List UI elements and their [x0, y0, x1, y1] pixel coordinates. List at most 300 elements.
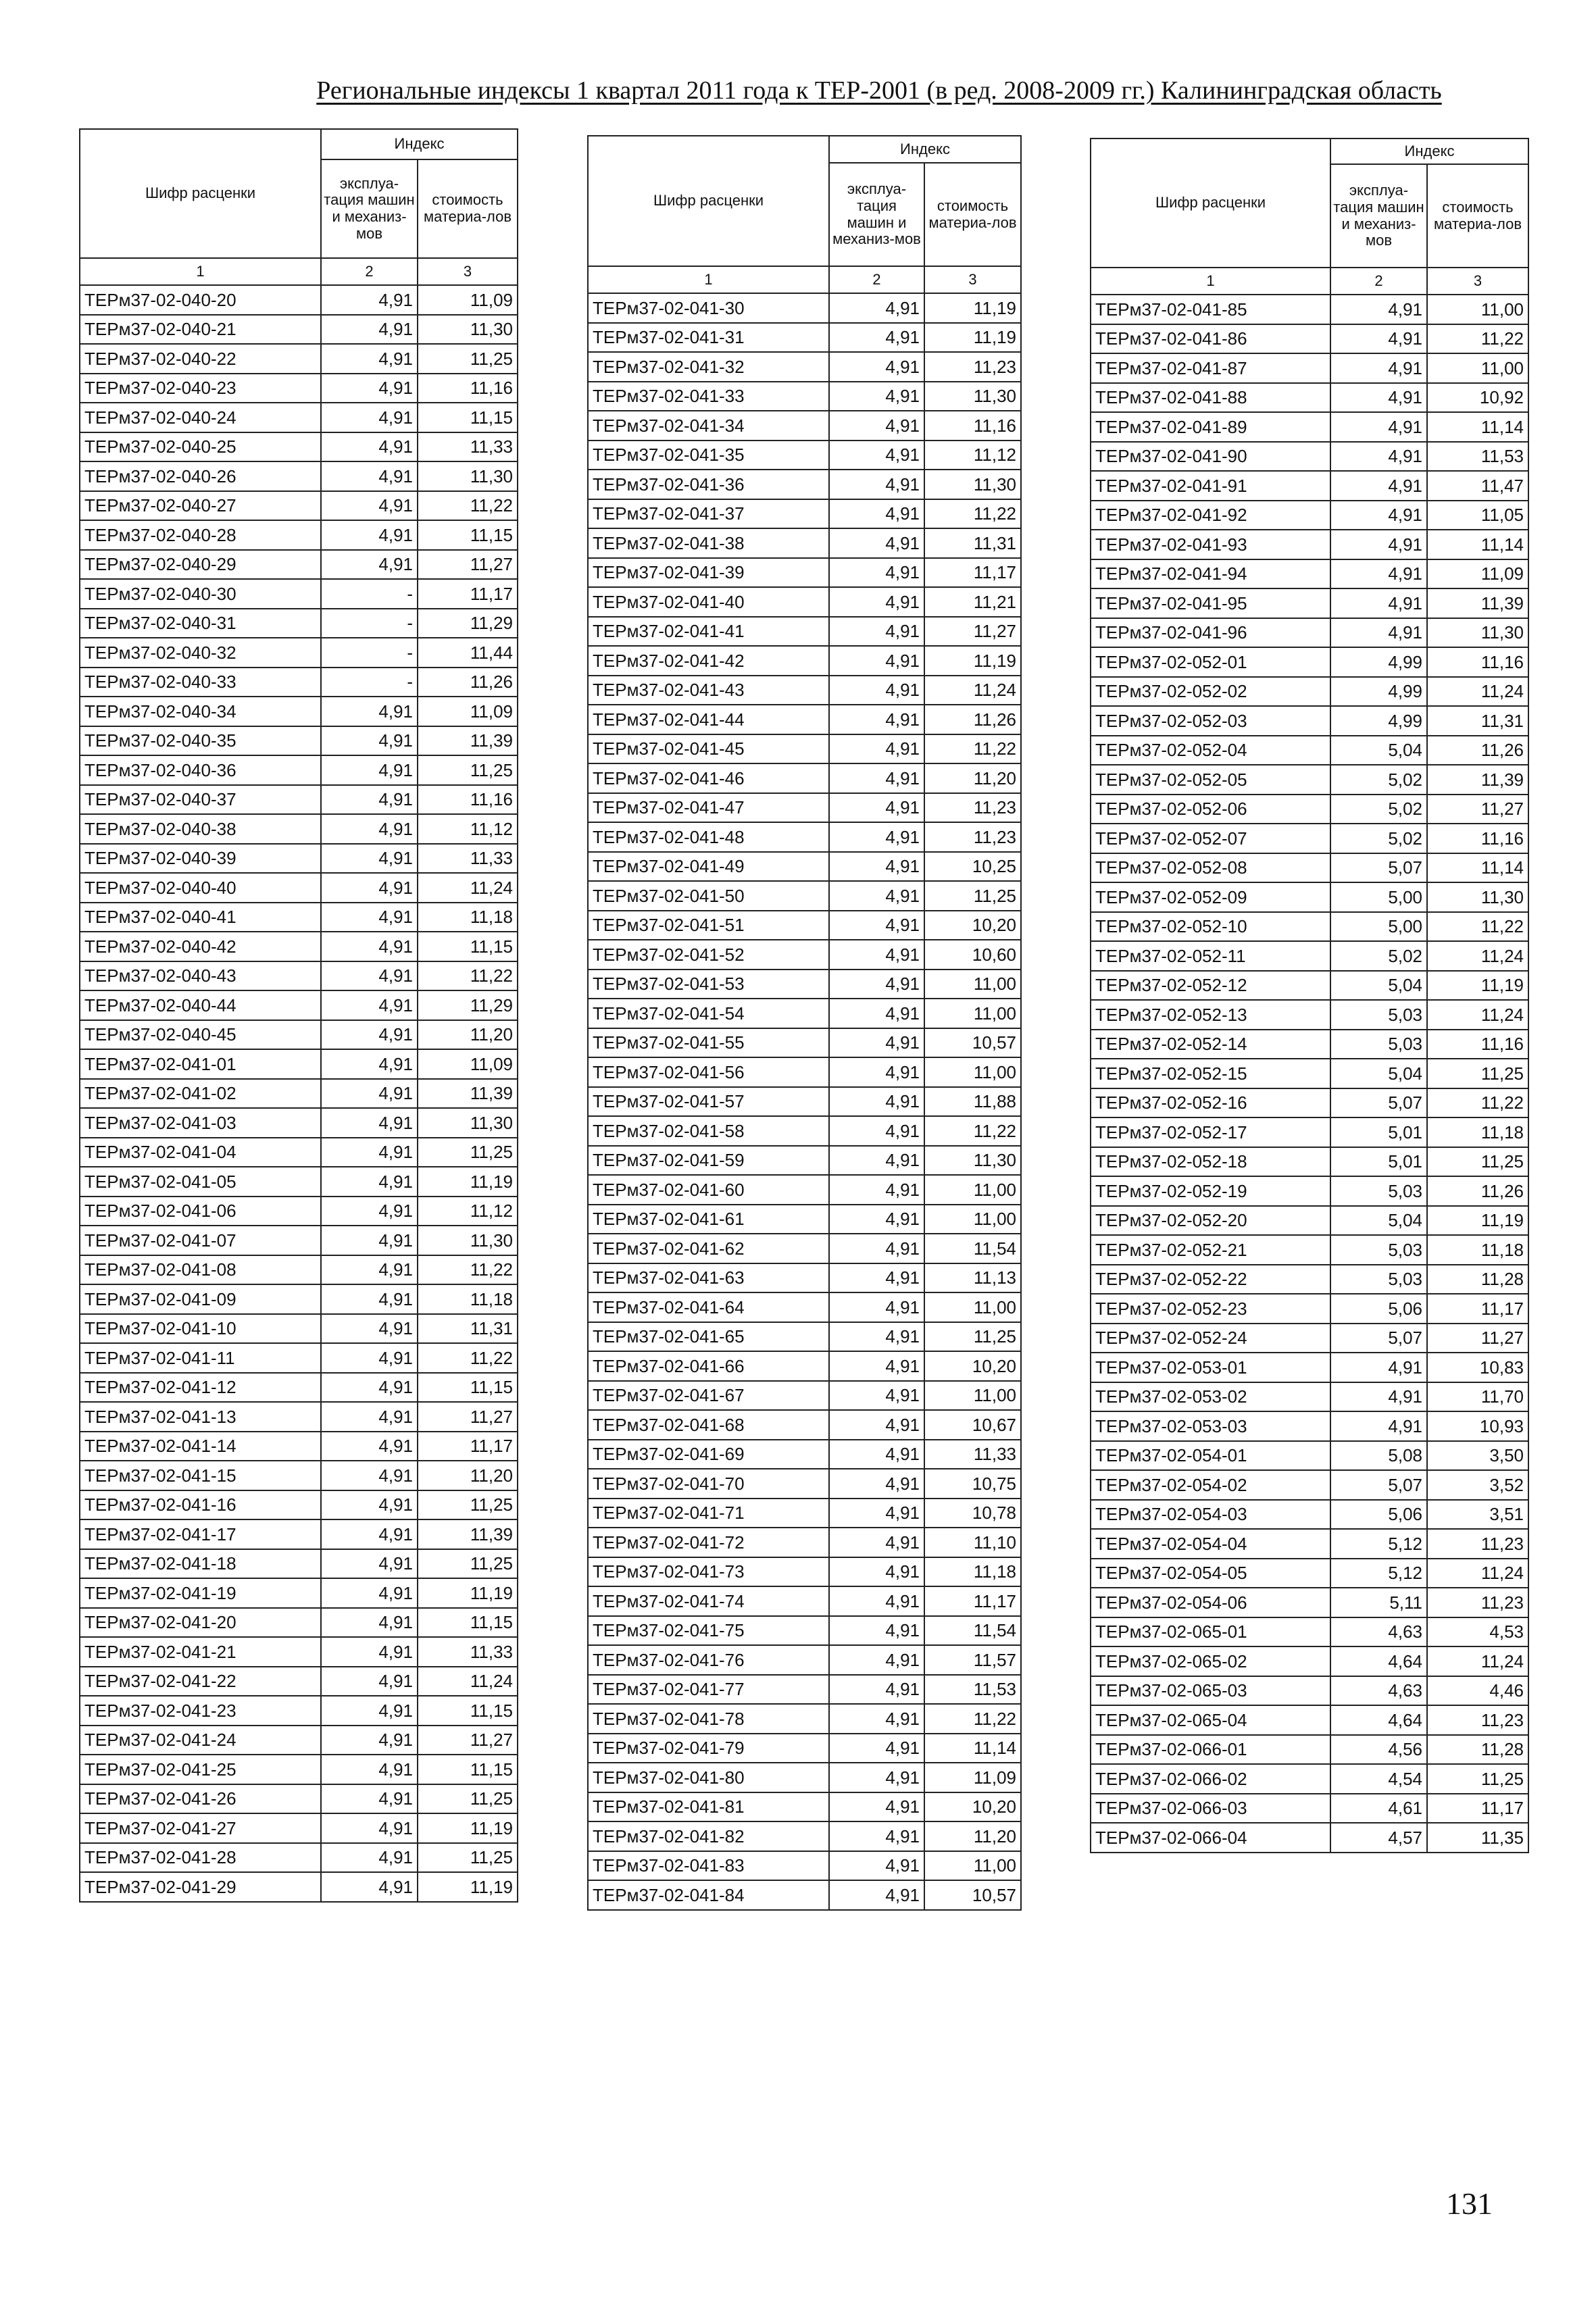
machine-index-cell: 4,91 [829, 1057, 924, 1087]
table-row [1091, 1294, 1528, 1324]
material-index-cell: 11,27 [418, 550, 518, 580]
table-row [1091, 971, 1528, 1001]
rate-code-cell: ТЕРм37-02-052-22 [1091, 1265, 1330, 1294]
material-index-cell: 11,39 [418, 1519, 518, 1549]
machine-index-cell: 4,91 [321, 1343, 418, 1373]
table-row [588, 1351, 1021, 1381]
table-row [80, 1284, 518, 1314]
machine-index-cell: 4,91 [829, 558, 924, 588]
machine-index-cell: 4,91 [829, 911, 924, 940]
table-row [588, 1175, 1021, 1205]
rate-code-cell: ТЕРм37-02-052-08 [1091, 853, 1330, 883]
machine-index-cell: 4,99 [1330, 706, 1427, 736]
machine-index-cell: 4,91 [321, 990, 418, 1020]
table-row [588, 1205, 1021, 1234]
machine-index-cell: 4,91 [829, 793, 924, 823]
rate-code-cell: ТЕРм37-02-052-02 [1091, 677, 1330, 707]
material-index-cell: 11,23 [924, 793, 1021, 823]
machine-index-cell: 4,91 [1330, 501, 1427, 530]
rate-code-cell: ТЕРм37-02-040-24 [80, 403, 321, 432]
material-index-cell: 11,10 [924, 1528, 1021, 1557]
machine-index-cell: 4,91 [829, 617, 924, 647]
table-row [1091, 853, 1528, 883]
machine-index-cell: 4,91 [829, 676, 924, 705]
machine-index-cell: 5,04 [1330, 1206, 1427, 1236]
machine-index-cell: 5,06 [1330, 1500, 1427, 1530]
material-index-cell: 10,25 [924, 852, 1021, 882]
table-row [1091, 941, 1528, 971]
machine-index-cell: 4,91 [321, 1726, 418, 1755]
rate-code-cell: ТЕРм37-02-041-46 [588, 763, 829, 793]
machine-index-cell: 4,91 [321, 1578, 418, 1608]
material-index-cell: 11,09 [1427, 559, 1528, 589]
material-index-cell: 11,22 [418, 1343, 518, 1373]
machine-index-cell: 4,91 [1330, 1382, 1427, 1412]
table-row [1091, 1646, 1528, 1676]
column-number: 3 [1427, 268, 1528, 295]
material-index-cell: 11,18 [418, 1284, 518, 1314]
machine-index-cell: 4,91 [321, 873, 418, 903]
rate-code-cell: ТЕРм37-02-040-35 [80, 726, 321, 756]
column-number: 1 [80, 258, 321, 285]
table-row [80, 1726, 518, 1755]
machine-index-cell: 4,91 [321, 1167, 418, 1197]
material-index-cell: 11,54 [924, 1616, 1021, 1646]
machine-index-cell: 4,91 [829, 1263, 924, 1293]
rate-code-cell: ТЕРм37-02-052-21 [1091, 1235, 1330, 1265]
material-index-cell: 11,25 [924, 881, 1021, 911]
material-index-cell: 11,23 [924, 352, 1021, 382]
machine-index-cell: 4,91 [321, 1813, 418, 1843]
machine-index-cell: 4,91 [829, 999, 924, 1028]
rate-code-cell: ТЕРм37-02-041-86 [1091, 324, 1330, 354]
machine-index-cell: 4,91 [321, 1373, 418, 1403]
material-index-cell: 10,83 [1427, 1353, 1528, 1382]
machine-index-cell: 4,91 [321, 1519, 418, 1549]
machine-index-cell: 4,91 [321, 285, 418, 315]
material-index-cell: 11,25 [924, 1322, 1021, 1352]
rate-code-cell: ТЕРм37-02-066-03 [1091, 1794, 1330, 1823]
table-row [1091, 588, 1528, 618]
machine-index-cell: 4,91 [321, 755, 418, 785]
rate-code-cell: ТЕРм37-02-066-04 [1091, 1823, 1330, 1853]
material-index-cell: 11,33 [418, 432, 518, 462]
machine-index-cell: 4,91 [321, 1284, 418, 1314]
rate-code-cell: ТЕРм37-02-052-16 [1091, 1088, 1330, 1118]
machine-index-cell: 4,91 [321, 1402, 418, 1432]
material-index-cell: 3,50 [1427, 1441, 1528, 1471]
machine-index-cell: 5,03 [1330, 1235, 1427, 1265]
material-index-cell: 3,51 [1427, 1500, 1528, 1530]
material-index-cell: 11,19 [418, 1167, 518, 1197]
table-row [1091, 795, 1528, 824]
material-index-cell: 10,57 [924, 1880, 1021, 1910]
machine-index-cell: 4,91 [321, 520, 418, 550]
table-row [588, 763, 1021, 793]
machine-index-cell: 4,91 [829, 323, 924, 353]
rate-code-cell: ТЕРм37-02-041-85 [1091, 295, 1330, 324]
table-row [588, 970, 1021, 999]
table-row [588, 1704, 1021, 1734]
table-row [1091, 824, 1528, 853]
rate-code-cell: ТЕРм37-02-040-42 [80, 932, 321, 961]
material-index-cell: 11,31 [1427, 706, 1528, 736]
material-index-cell: 11,25 [418, 755, 518, 785]
rate-code-cell: ТЕРм37-02-040-28 [80, 520, 321, 550]
material-index-cell: 11,26 [924, 705, 1021, 734]
rate-code-cell: ТЕРм37-02-041-37 [588, 499, 829, 529]
material-index-cell: 11,16 [1427, 824, 1528, 853]
header-index: Индекс [829, 136, 1021, 163]
material-index-cell: 11,13 [924, 1263, 1021, 1293]
rate-code-cell: ТЕРм37-02-041-04 [80, 1138, 321, 1167]
machine-index-cell: 4,64 [1330, 1646, 1427, 1676]
material-index-cell: 11,44 [418, 638, 518, 668]
material-index-cell: 11,33 [418, 844, 518, 874]
material-index-cell: 11,30 [924, 1146, 1021, 1176]
rate-code-cell: ТЕРм37-02-041-70 [588, 1469, 829, 1499]
machine-index-cell: 4,91 [829, 1234, 924, 1263]
table-row [588, 617, 1021, 647]
table-row [1091, 912, 1528, 942]
table-row [80, 1020, 518, 1050]
material-index-cell: 11,00 [924, 1292, 1021, 1322]
machine-index-cell: 4,91 [829, 734, 924, 764]
rate-code-cell: ТЕРм37-02-041-02 [80, 1079, 321, 1109]
rate-code-cell: ТЕРм37-02-052-07 [1091, 824, 1330, 853]
table-row [588, 352, 1021, 382]
rate-code-cell: ТЕРм37-02-040-21 [80, 315, 321, 345]
machine-index-cell: - [321, 668, 418, 697]
rate-code-cell: ТЕРм37-02-041-03 [80, 1108, 321, 1138]
table-row [588, 499, 1021, 529]
rate-code-cell: ТЕРм37-02-052-23 [1091, 1294, 1330, 1324]
machine-index-cell: 5,04 [1330, 1059, 1427, 1088]
machine-index-cell: 5,07 [1330, 853, 1427, 883]
rate-code-cell: ТЕРм37-02-040-45 [80, 1020, 321, 1050]
material-index-cell: 11,16 [418, 374, 518, 403]
machine-index-cell: - [321, 638, 418, 668]
header-materials: стоимость материа-лов [1427, 164, 1528, 268]
machine-index-cell: 4,91 [1330, 324, 1427, 354]
table-row [1091, 1117, 1528, 1147]
table-row [588, 558, 1021, 588]
machine-index-cell: 4,91 [321, 814, 418, 844]
rate-code-cell: ТЕРм37-02-040-20 [80, 285, 321, 315]
material-index-cell: 11,23 [1427, 1588, 1528, 1617]
rate-code-cell: ТЕРм37-02-052-04 [1091, 736, 1330, 765]
table-row [588, 646, 1021, 676]
material-index-cell: 11,24 [1427, 677, 1528, 707]
table-row [80, 285, 518, 315]
material-index-cell: 11,25 [418, 1490, 518, 1520]
table-row [1091, 736, 1528, 765]
material-index-cell: 11,16 [1427, 647, 1528, 677]
rate-code-cell: ТЕРм37-02-052-20 [1091, 1206, 1330, 1236]
rate-code-cell: ТЕРм37-02-041-12 [80, 1373, 321, 1403]
machine-index-cell: 4,91 [1330, 1411, 1427, 1441]
table-row [80, 520, 518, 550]
rate-code-cell: ТЕРм37-02-041-31 [588, 323, 829, 353]
material-index-cell: 11,19 [418, 1872, 518, 1902]
rate-code-cell: ТЕРм37-02-041-14 [80, 1432, 321, 1461]
rate-code-cell: ТЕРм37-02-041-41 [588, 617, 829, 647]
machine-index-cell: 4,91 [321, 1020, 418, 1050]
table-row [1091, 1265, 1528, 1294]
machine-index-cell: 4,91 [321, 1079, 418, 1109]
table-row [80, 491, 518, 521]
table-row [588, 1469, 1021, 1499]
machine-index-cell: 4,91 [829, 1821, 924, 1851]
machine-index-cell: 4,91 [829, 1763, 924, 1792]
material-index-cell: 10,20 [924, 911, 1021, 940]
machine-index-cell: 4,54 [1330, 1764, 1427, 1794]
table-row [1091, 882, 1528, 912]
machine-index-cell: 4,91 [829, 382, 924, 411]
material-index-cell: 4,46 [1427, 1676, 1528, 1706]
machine-index-cell: 5,07 [1330, 1470, 1427, 1500]
table-row [588, 676, 1021, 705]
table-row [80, 1255, 518, 1285]
material-index-cell: 11,35 [1427, 1823, 1528, 1853]
table-row [588, 1675, 1021, 1705]
machine-index-cell: 4,91 [321, 344, 418, 374]
table-row [80, 579, 518, 609]
rate-code-cell: ТЕРм37-02-052-05 [1091, 765, 1330, 795]
rate-code-cell: ТЕРм37-02-041-42 [588, 646, 829, 676]
rate-code-cell: ТЕРм37-02-040-30 [80, 579, 321, 609]
machine-index-cell: 4,91 [829, 1322, 924, 1352]
material-index-cell: 11,22 [924, 734, 1021, 764]
table-body [1091, 295, 1528, 1853]
table-row [588, 1292, 1021, 1322]
machine-index-cell: 4,61 [1330, 1794, 1427, 1823]
header-code: Шифр расценки [588, 136, 829, 266]
machine-index-cell: 4,56 [1330, 1735, 1427, 1765]
material-index-cell: 11,14 [1427, 853, 1528, 883]
table-row [1091, 1176, 1528, 1206]
material-index-cell: 11,24 [1427, 941, 1528, 971]
material-index-cell: 10,78 [924, 1499, 1021, 1528]
table-row [1091, 618, 1528, 648]
machine-index-cell: 4,91 [1330, 618, 1427, 648]
rate-code-cell: ТЕРм37-02-041-36 [588, 470, 829, 499]
machine-index-cell: 4,91 [829, 1557, 924, 1587]
rate-code-cell: ТЕРм37-02-041-55 [588, 1028, 829, 1058]
machine-index-cell: 5,01 [1330, 1147, 1427, 1177]
table-row [80, 814, 518, 844]
machine-index-cell: 4,91 [829, 1381, 924, 1411]
material-index-cell: 11,15 [418, 403, 518, 432]
rate-code-cell: ТЕРм37-02-052-18 [1091, 1147, 1330, 1177]
table-row [80, 1843, 518, 1873]
material-index-cell: 11,25 [418, 1784, 518, 1814]
rate-code-cell: ТЕРм37-02-041-30 [588, 293, 829, 323]
rate-code-cell: ТЕРм37-02-065-03 [1091, 1676, 1330, 1706]
table-row [1091, 1353, 1528, 1382]
table-row [588, 911, 1021, 940]
material-index-cell: 11,23 [924, 822, 1021, 852]
rate-code-cell: ТЕРм37-02-041-78 [588, 1704, 829, 1734]
rate-code-cell: ТЕРм37-02-040-27 [80, 491, 321, 521]
table-row [588, 1821, 1021, 1851]
machine-index-cell: 4,91 [829, 1116, 924, 1146]
material-index-cell: 11,19 [418, 1813, 518, 1843]
table-row [80, 697, 518, 726]
machine-index-cell: 4,63 [1330, 1676, 1427, 1706]
table-row [80, 1578, 518, 1608]
table-row [588, 793, 1021, 823]
machine-index-cell: 4,91 [829, 411, 924, 441]
page-title: Региональные индексы 1 квартал 2011 года к ТЕР-2001 (в ред. 2008-2009 гг.) Калининградская область [316, 76, 1442, 105]
table-row [80, 1784, 518, 1814]
material-index-cell: 11,39 [1427, 588, 1528, 618]
rate-code-cell: ТЕРм37-02-041-01 [80, 1049, 321, 1079]
table-row [1091, 1559, 1528, 1588]
table-row [588, 1087, 1021, 1117]
rate-code-cell: ТЕРм37-02-041-08 [80, 1255, 321, 1285]
machine-index-cell: 4,91 [321, 432, 418, 462]
table-row [80, 668, 518, 697]
rate-code-cell: ТЕРм37-02-040-34 [80, 697, 321, 726]
rate-code-cell: ТЕРм37-02-041-62 [588, 1234, 829, 1263]
material-index-cell: 11,29 [418, 609, 518, 638]
rate-code-cell: ТЕРм37-02-052-11 [1091, 941, 1330, 971]
rate-code-cell: ТЕРм37-02-041-64 [588, 1292, 829, 1322]
header-index: Индекс [321, 129, 518, 159]
rate-code-cell: ТЕРм37-02-040-29 [80, 550, 321, 580]
machine-index-cell: 4,91 [829, 1292, 924, 1322]
rate-code-cell: ТЕРм37-02-041-28 [80, 1843, 321, 1873]
rate-code-cell: ТЕРм37-02-040-39 [80, 844, 321, 874]
material-index-cell: 11,14 [1427, 530, 1528, 559]
table-row [80, 1343, 518, 1373]
rate-code-cell: ТЕРм37-02-041-45 [588, 734, 829, 764]
rate-code-cell: ТЕРм37-02-041-83 [588, 1851, 829, 1881]
material-index-cell: 11,30 [418, 461, 518, 491]
machine-index-cell: 4,99 [1330, 647, 1427, 677]
table-row [588, 470, 1021, 499]
machine-index-cell: 5,01 [1330, 1117, 1427, 1147]
material-index-cell: 11,22 [418, 961, 518, 991]
material-index-cell: 11,16 [924, 411, 1021, 441]
rate-code-cell: ТЕРм37-02-054-02 [1091, 1470, 1330, 1500]
table-row [1091, 1823, 1528, 1853]
machine-index-cell: 4,91 [829, 1499, 924, 1528]
material-index-cell: 11,00 [1427, 353, 1528, 383]
header-materials: стоимость материа-лов [924, 163, 1021, 266]
material-index-cell: 11,25 [1427, 1147, 1528, 1177]
rate-code-cell: ТЕРм37-02-041-05 [80, 1167, 321, 1197]
material-index-cell: 11,09 [418, 697, 518, 726]
material-index-cell: 11,24 [418, 873, 518, 903]
machine-index-cell: - [321, 609, 418, 638]
material-index-cell: 11,17 [1427, 1294, 1528, 1324]
table-row [80, 844, 518, 874]
machine-index-cell: 4,91 [321, 1432, 418, 1461]
material-index-cell: 11,15 [418, 932, 518, 961]
machine-index-cell: 4,91 [829, 1675, 924, 1705]
table-row [1091, 1411, 1528, 1441]
machine-index-cell: 5,03 [1330, 1030, 1427, 1059]
table-row [1091, 471, 1528, 501]
rate-code-cell: ТЕРм37-02-054-03 [1091, 1500, 1330, 1530]
table-row [1091, 1500, 1528, 1530]
rate-code-cell: ТЕРм37-02-052-19 [1091, 1176, 1330, 1206]
table-row [1091, 647, 1528, 677]
table-row [80, 1138, 518, 1167]
rate-code-cell: ТЕРм37-02-052-15 [1091, 1059, 1330, 1088]
table-body [588, 293, 1021, 1910]
machine-index-cell: 5,06 [1330, 1294, 1427, 1324]
rate-code-cell: ТЕРм37-02-041-39 [588, 558, 829, 588]
material-index-cell: 10,75 [924, 1469, 1021, 1499]
table-row [80, 1637, 518, 1667]
rate-code-cell: ТЕРм37-02-052-09 [1091, 882, 1330, 912]
rate-code-cell: ТЕРм37-02-041-21 [80, 1637, 321, 1667]
material-index-cell: 11,00 [924, 1205, 1021, 1234]
machine-index-cell: 5,02 [1330, 824, 1427, 853]
table-row [588, 1586, 1021, 1616]
machine-index-cell: 4,91 [321, 1784, 418, 1814]
table-row [1091, 1059, 1528, 1088]
machine-index-cell: 4,91 [321, 1108, 418, 1138]
table-row [588, 705, 1021, 734]
table-row [80, 1461, 518, 1490]
machine-index-cell: 4,91 [321, 1226, 418, 1255]
material-index-cell: 10,93 [1427, 1411, 1528, 1441]
rate-code-cell: ТЕРм37-02-040-41 [80, 903, 321, 932]
material-index-cell: 11,53 [1427, 442, 1528, 472]
material-index-cell: 11,19 [1427, 971, 1528, 1001]
material-index-cell: 11,05 [1427, 501, 1528, 530]
table-row [80, 1108, 518, 1138]
rate-code-cell: ТЕРм37-02-041-63 [588, 1263, 829, 1293]
index-table-2 [587, 135, 1022, 1911]
machine-index-cell: 4,99 [1330, 677, 1427, 707]
table-row [588, 1440, 1021, 1469]
rate-code-cell: ТЕРм37-02-041-87 [1091, 353, 1330, 383]
material-index-cell: 10,20 [924, 1792, 1021, 1822]
rate-code-cell: ТЕРм37-02-041-09 [80, 1284, 321, 1314]
machine-index-cell: 4,63 [1330, 1617, 1427, 1647]
rate-code-cell: ТЕРм37-02-041-66 [588, 1351, 829, 1381]
rate-code-cell: ТЕРм37-02-040-40 [80, 873, 321, 903]
index-table-1 [79, 128, 518, 1903]
machine-index-cell: 4,91 [829, 1205, 924, 1234]
machine-index-cell: 4,91 [321, 844, 418, 874]
rate-code-cell: ТЕРм37-02-041-58 [588, 1116, 829, 1146]
rate-code-cell: ТЕРм37-02-041-72 [588, 1528, 829, 1557]
table-row [80, 903, 518, 932]
machine-index-cell: 4,91 [1330, 559, 1427, 589]
rate-code-cell: ТЕРм37-02-041-68 [588, 1410, 829, 1440]
machine-index-cell: 4,91 [321, 315, 418, 345]
material-index-cell: 11,21 [924, 587, 1021, 617]
table-row [588, 1234, 1021, 1263]
table-row [80, 432, 518, 462]
material-index-cell: 11,27 [1427, 1324, 1528, 1353]
table-row [80, 638, 518, 668]
table-row [1091, 1617, 1528, 1647]
table-row [80, 1519, 518, 1549]
machine-index-cell: 5,07 [1330, 1324, 1427, 1353]
machine-index-cell: 4,91 [1330, 412, 1427, 442]
machine-index-cell: 4,91 [829, 1410, 924, 1440]
rate-code-cell: ТЕРм37-02-040-33 [80, 668, 321, 697]
table-row [588, 1792, 1021, 1822]
rate-code-cell: ТЕРм37-02-041-67 [588, 1381, 829, 1411]
